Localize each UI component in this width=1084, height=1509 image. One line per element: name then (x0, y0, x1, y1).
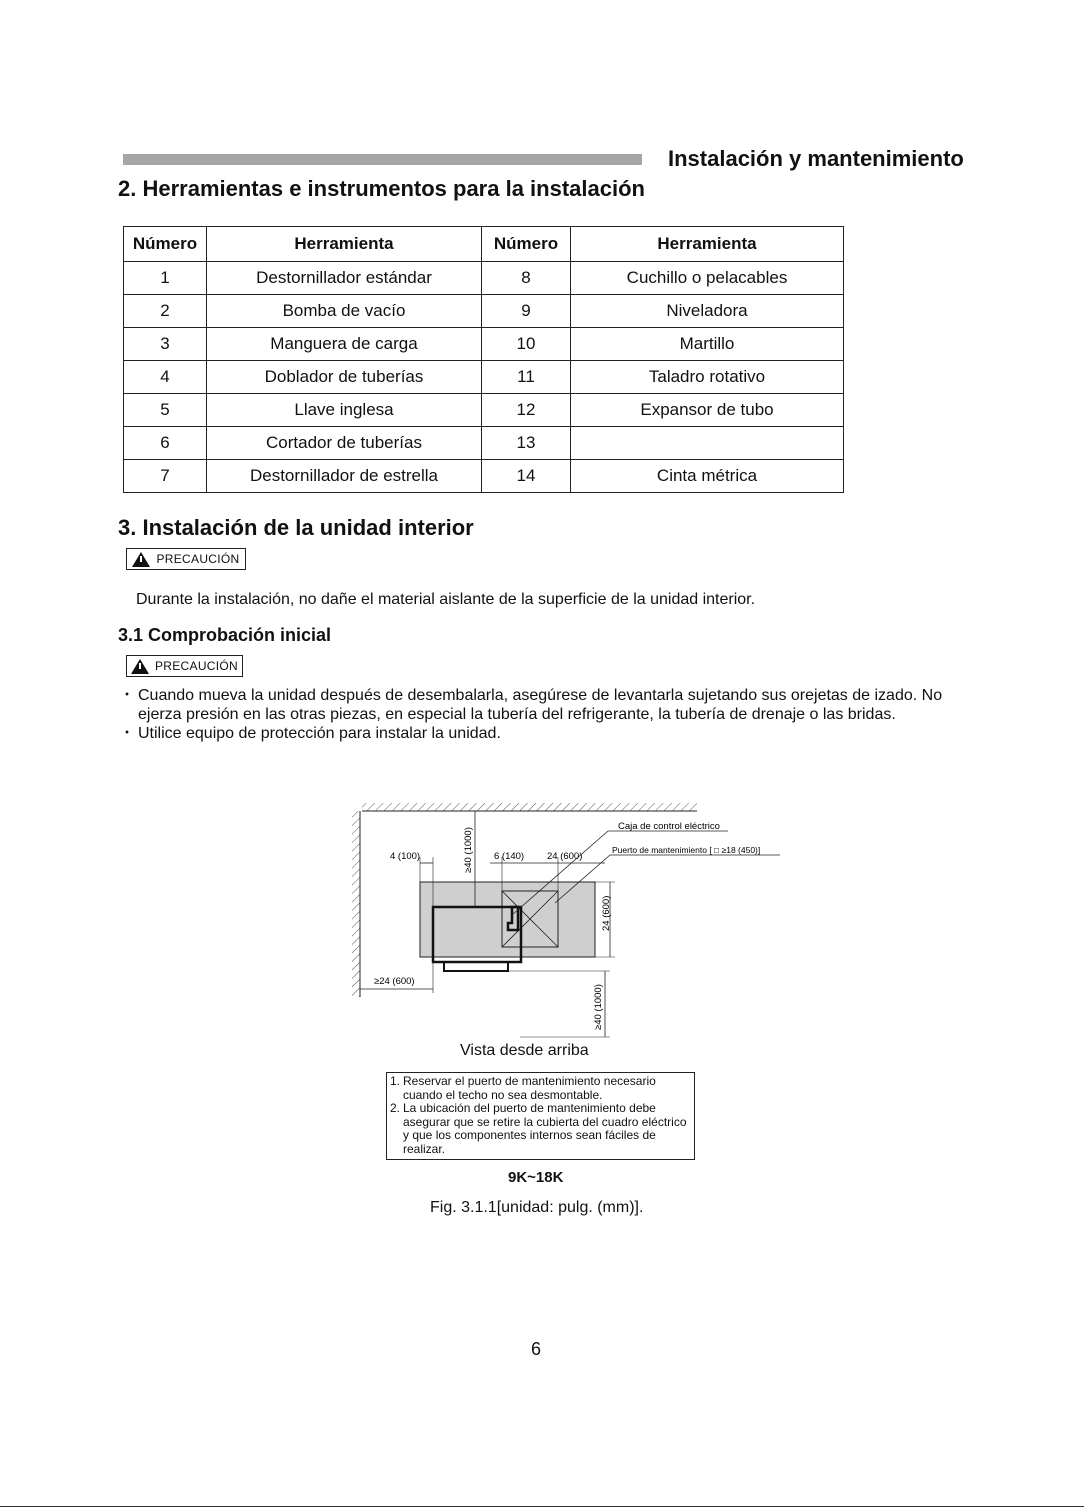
table-header: Herramienta (207, 227, 482, 262)
caution-text: Durante la instalación, no dañe el material aislante de la superficie de la unidad interior. (136, 591, 756, 608)
label-dim-24-left: ≥24 (600) (374, 976, 415, 987)
label-dim-40-top: ≥40 (1000) (463, 827, 474, 873)
note-item (390, 1075, 691, 1102)
table-cell: Bomba de vacío (207, 295, 482, 328)
warning-icon (131, 659, 149, 674)
ceiling-wall (362, 803, 697, 811)
section-2-title: 2. Herramientas e instrumentos para la instalación (118, 176, 645, 201)
table-row (124, 361, 844, 394)
note-number: 2. (390, 1101, 401, 1115)
table-cell: 10 (482, 328, 571, 361)
caution-badge (126, 548, 246, 570)
bullet-list (123, 686, 973, 743)
header-bar (123, 154, 642, 165)
left-wall (352, 811, 360, 997)
list-item: ・ Utilice equipo de protección para instalar la unidad. (123, 724, 973, 743)
table-cell (571, 427, 844, 460)
clearance-diagram (340, 795, 800, 1065)
tools-table (123, 226, 844, 493)
table-cell: Cinta métrica (571, 460, 844, 493)
notes-box (386, 1072, 695, 1160)
table-header: Número (482, 227, 571, 262)
table-row (124, 328, 844, 361)
table-header: Herramienta (571, 227, 844, 262)
table-cell: Llave inglesa (207, 394, 482, 427)
caution-label: PRECAUCIÓN (156, 552, 240, 566)
label-dim-4-100: 4 (100) (390, 851, 421, 862)
table-cell: 6 (124, 427, 207, 460)
table-header: Número (124, 227, 207, 262)
table-cell: Taladro rotativo (571, 361, 844, 394)
note-text: La ubicación del puerto de mantenimiento debe asegurar que se retire la cubierta del cuadro eléctrico y que los componentes internos sean fáciles de realizar. (403, 1101, 687, 1156)
table-cell: Cortador de tuberías (207, 427, 482, 460)
table-cell: 1 (124, 262, 207, 295)
label-dim-6-140: 6 (140) (494, 851, 525, 862)
table-cell: 5 (124, 394, 207, 427)
view-caption: Vista desde arriba (460, 1042, 589, 1059)
table-cell: 13 (482, 427, 571, 460)
note-text: Reservar el puerto de mantenimiento necesario cuando el techo no sea desmontable. (403, 1074, 656, 1102)
label-control-box: Caja de control eléctrico (618, 821, 720, 832)
unit-duct (444, 962, 508, 971)
note-item (390, 1102, 691, 1156)
table-cell: 4 (124, 361, 207, 394)
table-cell: Cuchillo o pelacables (571, 262, 844, 295)
table-row (124, 460, 844, 493)
table-cell: 12 (482, 394, 571, 427)
header-title: Instalación y mantenimiento (668, 146, 964, 171)
table-cell: 3 (124, 328, 207, 361)
table-cell: 14 (482, 460, 571, 493)
table-header-row (124, 227, 844, 262)
list-item: ・ Cuando mueva la unidad después de desembalarla, asegúrese de levantarla sujetando sus orejetas de izado. No ejerza presión en las otras piezas, en especial la tubería del refrigerante, la tubería de drenaje o las bridas. (123, 686, 973, 724)
table-row (124, 394, 844, 427)
table-cell: Manguera de carga (207, 328, 482, 361)
warning-icon (132, 552, 150, 567)
section-31-title: 3.1 Comprobación inicial (118, 625, 332, 645)
label-dim-40-bottom: ≥40 (1000) (593, 984, 604, 1030)
label-dim-24-right: 24 (600) (601, 895, 612, 931)
label-dim-24-top: 24 (600) (547, 851, 583, 862)
caution-label: PRECAUCIÓN (154, 659, 238, 673)
model-label: 9K~18K (508, 1169, 564, 1186)
table-cell: 8 (482, 262, 571, 295)
table-cell: Martillo (571, 328, 844, 361)
section-3-title: 3. Instalación de la unidad interior (118, 515, 474, 540)
table-row (124, 295, 844, 328)
table-cell: Expansor de tubo (571, 394, 844, 427)
page-number: 6 (531, 1339, 542, 1359)
table-cell: Niveladora (571, 295, 844, 328)
table-cell: Doblador de tuberías (207, 361, 482, 394)
table-cell: 2 (124, 295, 207, 328)
table-cell: Destornillador de estrella (207, 460, 482, 493)
table-row (124, 427, 844, 460)
caution-badge (126, 655, 243, 677)
table-cell: Destornillador estándar (207, 262, 482, 295)
note-number: 1. (390, 1074, 401, 1088)
clearance-area (420, 882, 595, 957)
table-cell: 9 (482, 295, 571, 328)
table-cell: 7 (124, 460, 207, 493)
figure-caption: Fig. 3.1.1[unidad: pulg. (mm)]. (430, 1199, 644, 1216)
bottom-rule (0, 1506, 1084, 1507)
table-cell: 11 (482, 361, 571, 394)
table-row (124, 262, 844, 295)
label-service-port: Puerto de mantenimiento [ □ ≥18 (450)] (612, 845, 761, 855)
